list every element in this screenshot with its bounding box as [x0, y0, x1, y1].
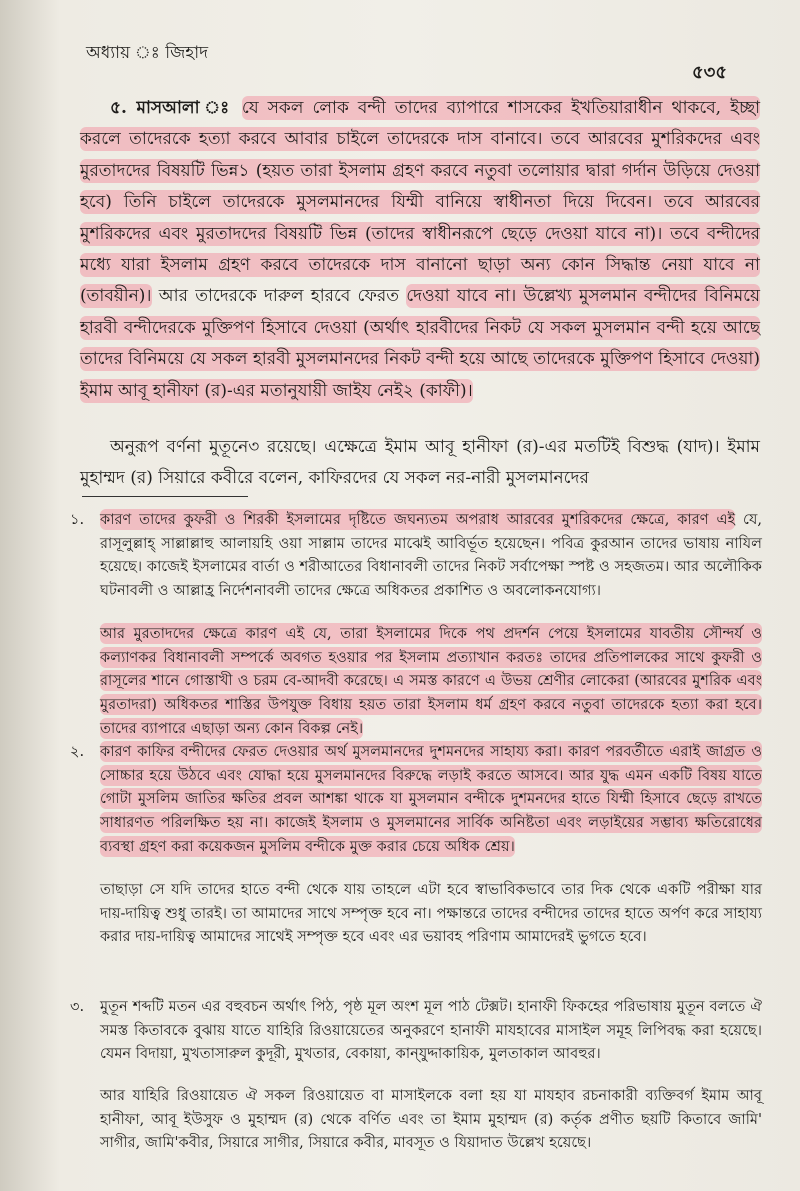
footnote-2-continued: তাছাড়া সে যদি তাদের হাতে বন্দী থেকে যায় তাহলে এটা হবে স্বাভাবিকভাবে তার দিক থেকে একটি পরীক্ষা যার দায়-দায়িত্ব শুধু তারই। তা আমাদের সাথে সম্পৃক্ত হবে না। পক্ষান্তরে তাদের বন্দীদের তাদের হাতে অর্পণ করে সাহায্য করার দায়-দায়িত্ব আমাদের সাথেই সম্পৃক্ত হবে এবং এর ভয়াবহ পরিণাম আমাদেরই ভুগতে হবে।: [100, 881, 762, 946]
highlighted-text: কারণ তাদের কুফরী ও শিরকী ইসলামের দৃষ্টিতে জঘন্যতম অপরাধ আরবের মুশরিকদের ক্ষেত্রে, কারণ এই: [100, 511, 736, 528]
footnote-number: ১.: [70, 511, 85, 528]
footnote-3: [70, 995, 762, 1066]
plain-text: যে, রাসূলুল্লাহ্ সাল্লাল্লাহু আলায়হি ওয়া সাল্লাম তাদের মাঝেই আবির্ভূত হয়েছেন। পবিত্র কুরআন তাদের ভাষায় নাযিল হয়েছে। কাজেই ইসলামের বার্তা ও শরীআতের বিধানাবলী তাদের নিকট সর্বাপেক্ষা স্পষ্ট ও সহজতম। আর অলৌকিক ঘটনাবলী ও আল্লাহ্র নির্দেশনাবলী তাদের ক্ষেত্রে অধিকতর প্রকাশিত ও অবলোকনযোগ্য।: [100, 511, 762, 600]
highlighted-text: যে সকল লোক বন্দী তাদের ব্যাপারে শাসকের ইখতিয়ারাধীন থাকবে, ইচ্ছা করলে তাদেরকে হত্যা করবে আবার চাইলে তাদেরকে দাস বানাবে। তবে আরবের মুশরিকদের এবং মুরতাদদের বিষয়টি ভিন্ন১ (হয়ত তারা ইসলাম গ্রহণ করবে নতুবা তলোয়ার দ্বারা গর্দান উড়িয়ে দেওয়া হবে) তিনি চাইলে তাদেরকে মুসলমানদের যিম্মী বানিয়ে স্বাধীনতা দিয়ে দিবেন। তবে আরবের মুশরিকদের এবং মুরতাদদের বিষয়টি ভিন্ন (তাদের স্বাধীনরূপে ছেড়ে দেওয়া যাবে না)। তবে বন্দীদের মধ্যে যারা ইসলাম গ্রহণ করবে তাদেরকে দাস বানানো ছাড়া অন্য কোন সিদ্ধান্ত নেয়া যাবে না (তাবয়ীন)।: [80, 98, 760, 307]
plain-text: মুতূন শব্দটি মতন এর বহুবচন অর্থাৎ পিঠ, পৃষ্ঠ মূল অংশ মূল পাঠ টেক্সট। হানাফী ফিকহের পরিভাষায় মুতূন বলতে ঐ সমস্ত কিতাবকে বুঝায় যাতে যাহিরি রিওয়ায়েতের অনুকরণে হানাফী মাযহাবের মাসাইল সমূহ লিপিবদ্ধ করা হয়েছে। যেমন বিদায়া, মুখতাসারুল কুদূরী, মুখতার, বেকায়া, কান্‌যুদ্দাকায়িক, মুলতাকাল আবহুর।: [100, 998, 762, 1063]
masala-heading: ৫. মাসআলা ঃ: [110, 98, 233, 118]
page-number: ৫৩৫: [692, 62, 728, 83]
footnote-number: ২.: [70, 743, 85, 760]
body-paragraph: অনুরূপ বর্ণনা মুতূনে৩ রয়েছে। এক্ষেত্রে ইমাম আবূ হানীফা (র)-এর মতটিই বিশুদ্ধ (যাদ)। ইমাম মুহাম্মদ (র) সিয়ারে কবীরে বলেন, কাফিরদের যে সকল নর-নারী মুসলমানদের: [80, 437, 760, 489]
highlighted-text: দেওয়া যাবে না। উল্লেখ্য মুসলমান বন্দীদের বিনিময়ে হারবী বন্দীদেরকে মুক্তিপণ হিসাবে দেওয়া (অর্থাৎ হারবীদের নিকট যে সকল মুসলমান বন্দী হয়ে আছে তাদের বিনিময়ে যে সকল হারবী মুসলমানদের নিকট বন্দী হয়ে আছে তাদেরকে মুক্তিপণ হিসাবে দেওয়া) ইমাম আবূ হানীফা (র)-এর মতানুযায়ী জাইয নেই২ (কাফী)।: [80, 286, 760, 401]
footnote-divider: [82, 496, 248, 497]
plain-text: আর তাদেরকে দারুল হারবে ফেরত: [158, 286, 399, 307]
chapter-header: অধ্যায় ঃ জিহাদ: [86, 43, 209, 63]
footnote-1: [70, 508, 762, 603]
footnote-3-continued: আর যাহিরি রিওয়ায়েত ঐ সকল রিওয়ায়েত বা মাসাইলকে বলা হয় যা মাযহাব রচনাকারী ব্যক্তিবর্গ ইমাম আবূ হানীফা, আবূ ইউসুফ ও মুহাম্মদ (র) থেকে বর্ণিত এবং তা ইমাম মুহাম্মদ (র) কর্তৃক প্রণীত ছয়টি কিতাবে জামি' সাগীর, জামি'কবীর, সিয়ারে সাগীর, সিয়ারে কবীর, মাবসূত ও যিয়াদাত উল্লেখ হয়েছে।: [100, 1087, 762, 1152]
masala-paragraph: [80, 93, 760, 407]
footnote-1-continued: [100, 622, 762, 741]
highlighted-text: আর মুরতাদদের ক্ষেত্রে কারণ এই যে, তারা ইসলামের দিকে পথ প্রদর্শন পেয়ে ইসলামের যাবতীয় সৌন্দর্য ও কল্যাণকর বিধানাবলী সম্পর্কে অবগত হওয়ার পর ইসলাম প্রত্যাখান করতঃ তাদের প্রতিপালকের সাথে কুফরী ও রাসূলের শানে গোস্তাখী ও চরম বে-আদবী করেছে। এ সমস্ত কারণে এ উভয় শ্রেণীর লোকেরা (আরবের মুশরিক এবং মুরতাদরা) অধিকতর শাস্তির উপযুক্ত বিধায় হয়ত তারা ইসলাম ধর্ম গ্রহণ করবে নতুবা তাদেরকে হত্যা করা হবে। তাদের ব্যাপারে এছাড়া অন্য কোন বিকল্প নেই।: [100, 625, 762, 737]
highlighted-text: কারণ কাফির বন্দীদের ফেরত দেওয়ার অর্থ মুসলমানদের দুশমনদের সাহায্য করা। কারণ পরবর্তীতে এরাই জাগ্রত ও সোচ্চার হয়ে উঠবে এবং যোদ্ধা হয়ে মুসলমানদের বিরুদ্ধে লড়াই করতে আসবে। আর যুদ্ধ এমন একটি বিষয় যাতে গোটা মুসলিম জাতির ক্ষতির প্রবল আশঙ্কা থাকে যা মুসলমান বন্দীকে দুশমনদের হাতে যিম্মী হিসাবে ছেড়ে রাখতে সাধারণত পরিলক্ষিত হয় না। কাজেই ইসলাম ও মুসলমানের সার্বিক অনিষ্টতা এবং লড়াইয়ের সম্ভাব্য ক্ষতিরোধের ব্যবস্থা গ্রহণ করা কয়েকজন মুসলিম বন্দীকে মুক্ত করার চেয়ে অধিক শ্রেয়।: [100, 743, 762, 855]
footnote-number: ৩.: [70, 998, 85, 1015]
footnote-2: [70, 740, 762, 859]
